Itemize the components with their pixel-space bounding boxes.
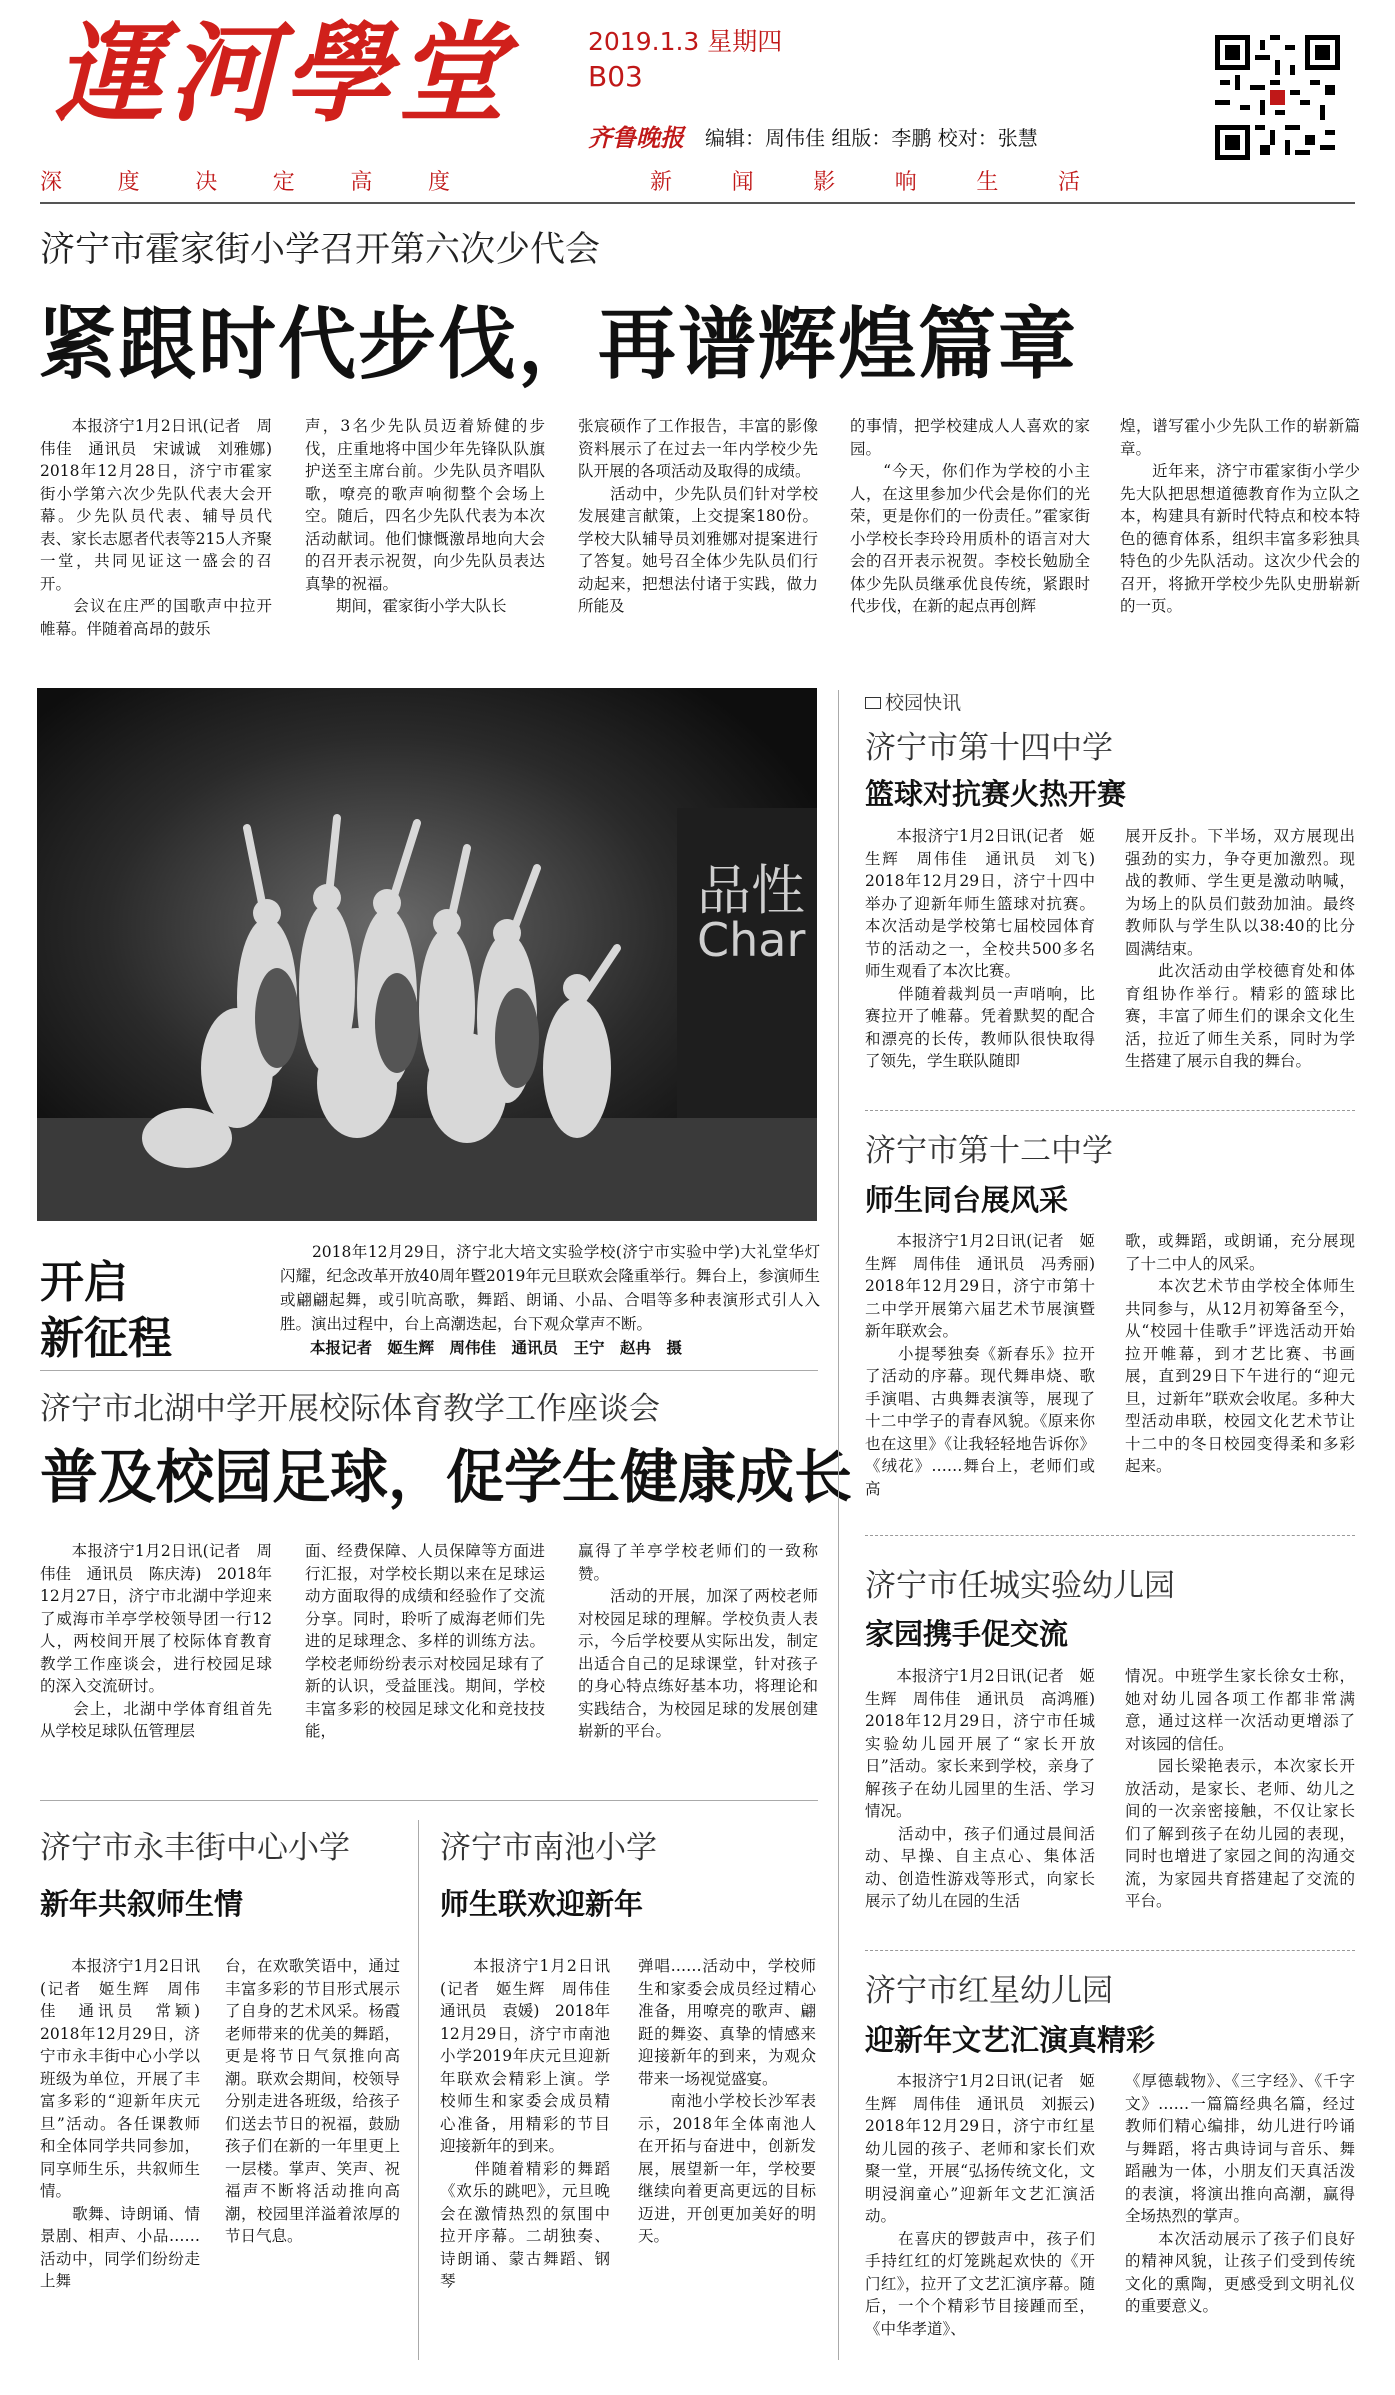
masthead-title: 運河學堂 (55, 11, 512, 137)
editor-credits: 编辑：周伟佳 组版：李鹏 校对：张慧 (705, 126, 1038, 150)
photo-credit: 本报记者 姬生辉 周伟佳 通讯员 王宁 赵冉 摄 (310, 1338, 683, 1357)
sidebar-item-column: 本报济宁1月2日讯(记者 姬生辉 周伟佳 通讯员 刘飞) 2018年12月29日，济宁十四中举办了迎新年师生篮球对抗赛。本次活动是学校第七届校园体育节的活动之一，全校共500多名师生观看了本次比赛。 伴随着裁判员一声哨响，比赛拉开了帷幕。凭着默契的配合和漂亮的长传，教师队很快取得了领先，学生联队随即 (865, 827, 1095, 1070)
sidebar-item-column: 展开反扑。下半场，双方展现出强劲的实力，争夺更加激烈。现战的教师、学生更是激动呐喊，为场上的队员们鼓劲加油。最终教师队与学生队以38:40的比分圆满结束。 此次活动由学校德育处和体育组协作举行。精彩的篮球比赛，丰富了师生们的课余文化生活，拉近了师生关系，同时为学生搭建了展示自我的舞台。 (1125, 827, 1355, 1070)
sidebar-item-headline: 篮球对抗赛火热开赛 (865, 777, 1127, 811)
sidebar-item-column: 情况。中班学生家长徐女士称，她对幼儿园各项工作都非常满意，通过这样一次活动更增添了对该园的信任。 园长梁艳表示，本次家长开放活动，是家长、老师、幼儿之间的一次亲密接触，不仅让家长们了解到孩子在幼儿园的表现，同时也增进了家园之间的沟通交流，为家园共育搭建起了交流的平台。 (1125, 1667, 1355, 1910)
football-column: 面、经费保障、人员保障等方面进行汇报，对学校长期以来在足球运动方面取得的成绩和经验作了交流分享。同时，聆听了威海老师们先进的足球理念、多样的训练方法。学校老师纷纷表示对校园足球有了新的认识，受益匪浅。期间，学校丰富多彩的校园足球文化和竞技技能， (305, 1542, 545, 1740)
yongfeng-headline: 新年共叙师生情 (40, 1887, 244, 1921)
slogan-left (40, 165, 450, 201)
sidebar-divider-line (865, 1535, 1355, 1536)
issue-date: 2019.1.3 星期四 (588, 27, 783, 56)
stage-photo (37, 688, 817, 1221)
photo-title-line: 新征程 (40, 1313, 172, 1364)
football-headline: 普及校园足球，促学生健康成长 (40, 1443, 853, 1511)
sidebar-item-headline: 师生同台展风采 (865, 1183, 1069, 1217)
football-kicker: 济宁市北湖中学开展校际体育教学工作座谈会 (40, 1391, 660, 1427)
backdrop-text: Char (697, 913, 806, 967)
yongfeng-column: 台，在欢歌笑语中，通过丰富多彩的节目形式展示了自身的艺术风采。杨霞老师带来的优美的舞蹈，更是将节日气氛推向高潮。联欢会期间，校领导分别走进各班级，给孩子们送去节日的祝福，鼓励孩子们在新的一年里更上一层楼。掌声、笑声、祝福声不断将活动推向高潮，校园里洋溢着浓厚的节日气息。 (225, 1957, 400, 2245)
photo-caption (280, 1240, 820, 1360)
sidebar-item-headline: 家园携手促交流 (865, 1617, 1069, 1651)
nanchi-kicker: 济宁市南池小学 (440, 1830, 657, 1866)
slogan-char: 新 (650, 170, 673, 195)
slogan-char: 深 (40, 170, 63, 195)
slogan-char: 度 (117, 170, 140, 195)
qr-code-icon (1215, 35, 1340, 160)
lead-column: 声，3名少先队员迈着矫健的步伐，庄重地将中国少年先锋队队旗护送至主席台前。少先队员齐唱队歌，嘹亮的歌声响彻整个会场上空。随后，四名少先队代表为本次活动献词。他们慷慨激昂地向大会的召开表示祝贺，向少先队员表达真挚的祝福。 期间，霍家街小学大队长 (305, 417, 545, 615)
sidebar-item-kicker: 济宁市任城实验幼儿园 (865, 1568, 1175, 1604)
slogan-char: 响 (894, 170, 917, 195)
football-column: 本报济宁1月2日讯(记者 周伟佳 通讯员 陈庆涛) 2018年12月27日，济宁市北湖中学迎来了威海市羊亭学校领导团一行12人，两校间开展了校际体育教育教学工作座谈会，进行校园足球的深入交流研讨。 会上，北湖中学体育组首先从学校足球队伍管理层 (40, 1542, 272, 1740)
slogan-char: 生 (976, 170, 999, 195)
slogan-char: 度 (427, 170, 450, 195)
sidebar-item-column: 歌，或舞蹈，或朗诵，充分展现了十二中人的风采。 本次艺术节由学校全体师生共同参与，从12月初筹备至今，从“校园十佳歌手”评选活动开始拉开帷幕，到才艺比赛、书画展，直到29日下午进行的“迎元旦，过新年”联欢会收尾。多种大型活动串联，校园文化艺术节让十二中的冬日校园变得柔和多彩起来。 (1125, 1232, 1355, 1475)
lead-column: 的事情，把学校建成人人喜欢的家园。 “今天，你们作为学校的小主人，在这里参加少代会是你们的光荣，更是你们的一份责任。”霍家街小学校长李玲玲用质朴的语言对大会的召开表示祝贺。李校长勉励全体少先队员继承优良传统，紧跟时代步伐，在新的起点再创辉 (850, 417, 1090, 615)
lead-column: 张宸硕作了工作报告，丰富的影像资料展示了在过去一年内学校少先队开展的各项活动及取得的成绩。 活动中，少先队员们针对学校发展建言献策，上交提案180份。学校大队辅导员刘雅娜对提案进行了答复。她号召全体少先队员们行动起来，把想法付诸于实践，做力所能及 (578, 417, 818, 615)
slogan-char: 活 (1057, 170, 1080, 195)
sidebar-divider (838, 690, 839, 2360)
sidebar-tag-label: 校园快讯 (885, 692, 962, 714)
football-column: 赢得了羊亭学校老师们的一致称赞。 活动的开展，加深了两校老师对校园足球的理解。学校负责人表示，今后学校要从实际出发，制定出适合自己的足球课堂，针对孩子的身心特点练好基本功，将理论和实践结合，为校园足球的发展创建崭新的平台。 (578, 1542, 818, 1740)
nanchi-column: 本报济宁1月2日讯(记者 姬生辉 周伟佳 通讯员 袁媛) 2018年12月29日，济宁市南池小学2019年庆元旦迎新年联欢会精彩上演。学校师生和家委会成员精心准备，用精彩的节目迎接新年的到来。 伴随着精彩的舞蹈《欢乐的跳吧》，元旦晚会在激情热烈的氛围中拉开序幕。二胡独奏、诗朗诵、蒙古舞蹈、钢琴 (440, 1957, 610, 2290)
sidebar-item-kicker: 济宁市红星幼儿园 (865, 1973, 1113, 2009)
tag-icon (865, 697, 881, 709)
yongfeng-column: 本报济宁1月2日讯(记者 姬生辉 周伟佳 通讯员 常颖) 2018年12月29日，济宁市永丰街中心小学以班级为单位，开展了丰富多彩的“迎新年庆元旦”活动。各任课教师和全体同学共同参加，同享师生乐，共叙师生情。 歌舞、诗朗诵、情景剧、相声、小品……活动中，同学们纷纷走上舞 (40, 1957, 200, 2290)
slogan-char: 影 (813, 170, 836, 195)
yongfeng-kicker: 济宁市永丰街中心小学 (40, 1830, 350, 1866)
sidebar-item-column: 本报济宁1月2日讯(记者 姬生辉 周伟佳 通讯员 高鸿雁) 2018年12月29日，济宁市任城实验幼儿园开展了“家长开放日”活动。家长来到学校，亲身了解孩子在幼儿园里的生活、学习情况。 活动中，孩子们通过晨间活动、早操、自主点心、集体活动、创造性游戏等形式，向家长展示了幼儿在园的生活 (865, 1667, 1095, 1910)
masthead-rule (40, 202, 1355, 204)
section-divider (40, 1370, 818, 1371)
caption-body: 2018年12月29日，济宁北大培文实验学校(济宁市实验中学)大礼堂华灯闪耀，纪念改革开放40周年暨2019年元旦联欢会隆重举行。舞台上，参演师生或翩翩起舞，或引吭高歌，舞蹈、朗诵、小品、合唱等多种表演形式引人入胜。演出过程中，台上高潮迭起，台下观众掌声不断。 (280, 1243, 820, 1333)
paper-name: 齐鲁晚报 (588, 123, 684, 152)
slogan-char: 高 (350, 170, 373, 195)
lead-column: 本报济宁1月2日讯(记者 周伟佳 通讯员 宋诚诚 刘雅娜) 2018年12月28日，济宁市霍家街小学第六次少先队代表大会开幕。少先队员代表、辅导员代表、家长志愿者代表等215人齐聚一堂，共同见证这一盛会的召开。 会议在庄严的国歌声中拉开帷幕。伴随着高昂的鼓乐 (40, 417, 272, 638)
lead-headline: 紧跟时代步伐，再谱辉煌篇章 (38, 300, 1079, 390)
column-divider (418, 1820, 419, 2360)
sidebar-section-tag (865, 688, 961, 715)
slogan-char: 定 (272, 170, 295, 195)
backdrop-text: 品性 (697, 859, 805, 922)
photo-title (40, 1255, 172, 1367)
sidebar-divider-line (865, 1110, 1355, 1111)
sidebar-item-column: 本报济宁1月2日讯(记者 姬生辉 周伟佳 通讯员 冯秀丽) 2018年12月29日，济宁市第十二中学开展第六届艺术节展演暨新年联欢会。 小提琴独奏《新春乐》拉开了活动的序幕。现代舞串烧、歌手演唱、古典舞表演等，展现了十二中学子的青春风貌。《原来你也在这里》《让我轻轻地告诉你》《绒花》……舞台上，老师们或高 (865, 1232, 1095, 1498)
page-number: B03 (588, 60, 643, 93)
lead-column: 煌，谱写霍小少先队工作的崭新篇章。 近年来，济宁市霍家街小学少先大队把思想道德教育作为立队之本，构建具有新时代特点和校本特色的德育体系，组织丰富多彩独具特色的少先队活动。这次少代会的召开，将掀开学校少先队史册崭新的一页。 (1120, 417, 1360, 615)
section-divider (40, 1800, 818, 1801)
sidebar-item-kicker: 济宁市第十四中学 (865, 730, 1113, 766)
nanchi-headline: 师生联欢迎新年 (440, 1887, 644, 1921)
slogan-right (650, 165, 1080, 201)
sidebar-item-headline: 迎新年文艺汇演真精彩 (865, 2023, 1156, 2057)
sidebar-item-column: 《厚德载物》、《三字经》、《千字文》……一篇篇经典名篇，经过教师们精心编排，幼儿进行吟诵与舞蹈，将古典诗词与音乐、舞蹈融为一体，小朋友们天真活泼的表演，将演出推向高潮，赢得全场热烈的掌声。 本次活动展示了孩子们良好的精神风貌，让孩子们受到传统文化的熏陶，更感受到文明礼仪的重要意义。 (1125, 2072, 1355, 2315)
nanchi-column: 弹唱……活动中，学校师生和家委会成员经过精心准备，用嘹亮的歌声、翩跹的舞姿、真挚的情感来迎接新年的到来，为观众带来一场视觉盛宴。 南池小学校长沙军表示，2018年全体南池人在开拓与奋进中，创新发展，展望新一年，学校要继续向着更高更远的目标迈进，开创更加美好的明天。 (638, 1957, 816, 2245)
sidebar-divider-line (865, 1950, 1355, 1951)
lead-kicker: 济宁市霍家街小学召开第六次少代会 (40, 230, 601, 270)
sidebar-item-kicker: 济宁市第十二中学 (865, 1133, 1113, 1169)
sidebar-item-column: 本报济宁1月2日讯(记者 姬生辉 周伟佳 通讯员 刘振云) 2018年12月29日，济宁市红星幼儿园的孩子、老师和家长们欢聚一堂，开展“弘扬传统文化，文明浸润童心”迎新年文艺汇演活动。 在喜庆的锣鼓声中，孩子们手持红红的灯笼跳起欢快的《开门红》，拉开了文艺汇演序幕。随后，一个个精彩节目接踵而至，《中华孝道》、 (865, 2072, 1095, 2338)
photo-title-line: 开启 (40, 1257, 128, 1308)
slogan-char: 决 (195, 170, 218, 195)
slogan-char: 闻 (731, 170, 754, 195)
